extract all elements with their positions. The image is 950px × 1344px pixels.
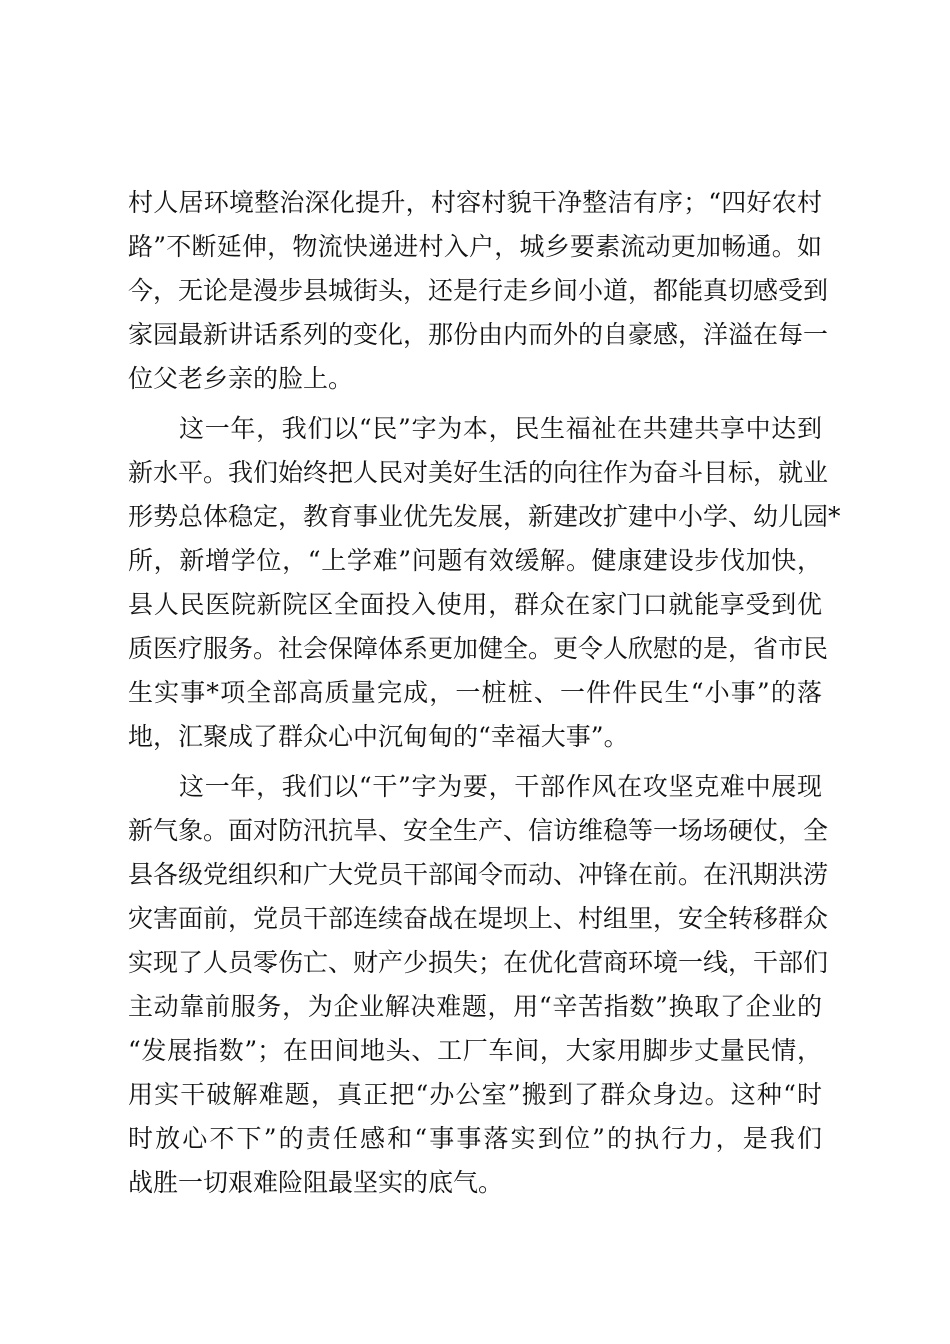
text-line: 用实干破解难题，真正把“办公室”搬到了群众身边。这种“时: [128, 1080, 822, 1109]
text-line: 灾害面前，党员干部连续奋战在堤坝上、村组里，安全转移群众: [128, 904, 829, 933]
document-body: [128, 181, 841, 1205]
text-line: 实现了人员零伤亡、财产少损失；在优化营商环境一线，干部们: [128, 948, 829, 977]
text-line: 战胜一切艰难险阻最坚实的底气。: [128, 1168, 504, 1197]
text-line: 质医疗服务。社会保障体系更加健全。更令人欣慰的是，省市民: [128, 634, 829, 663]
text-line: 时放心不下”的责任感和“事事落实到位”的执行力，是我们: [128, 1124, 822, 1153]
paragraph-cadre-work: [128, 765, 829, 1205]
text-line: “发展指数”；在田间地头、工厂车间，大家用脚步丈量民情，: [128, 1036, 822, 1065]
text-line: 形势总体稳定，教育事业优先发展，新建改扩建中小学、幼儿园*: [128, 502, 841, 531]
text-line: 家园最新讲话系列的变化，那份由内而外的自豪感，洋溢在每一: [128, 320, 829, 349]
text-line: 生实事*项全部高质量完成，一桩桩、一件件民生“小事”的落: [128, 678, 822, 707]
text-line: 这一年，我们以“干”字为要，干部作风在攻坚克难中展现: [179, 772, 822, 801]
text-line: 位父老乡亲的脸上。: [128, 364, 354, 393]
text-line: 今，无论是漫步县城街头，还是行走乡间小道，都能真切感受到: [128, 276, 829, 305]
text-line: 路”不断延伸，物流快递进村入户，城乡要素流动更加畅通。如: [128, 232, 822, 261]
text-line: 主动靠前服务，为企业解决难题，用“辛苦指数”换取了企业的: [128, 992, 822, 1021]
text-line: 县人民医院新院区全面投入使用，群众在家门口就能享受到优: [128, 590, 822, 619]
text-line: 村人居环境整治深化提升，村容村貌干净整洁有序；“四好农村: [128, 188, 822, 217]
paragraph-livelihood: [128, 407, 841, 759]
text-line: 地，汇聚成了群众心中沉甸甸的“幸福大事”。: [128, 722, 629, 751]
paragraph-rural-environment: [128, 181, 829, 401]
text-line: 所，新增学位，“上学难”问题有效缓解。健康建设步伐加快，: [128, 546, 822, 575]
text-line: 新气象。面对防汛抗旱、安全生产、信访维稳等一场场硬仗，全: [128, 816, 829, 845]
text-line: 新水平。我们始终把人民对美好生活的向往作为奋斗目标，就业: [128, 458, 829, 487]
text-line: 这一年，我们以“民”字为本，民生福祉在共建共享中达到: [179, 414, 822, 443]
text-line: 县各级党组织和广大党员干部闻令而动、冲锋在前。在汛期洪涝: [128, 860, 829, 889]
